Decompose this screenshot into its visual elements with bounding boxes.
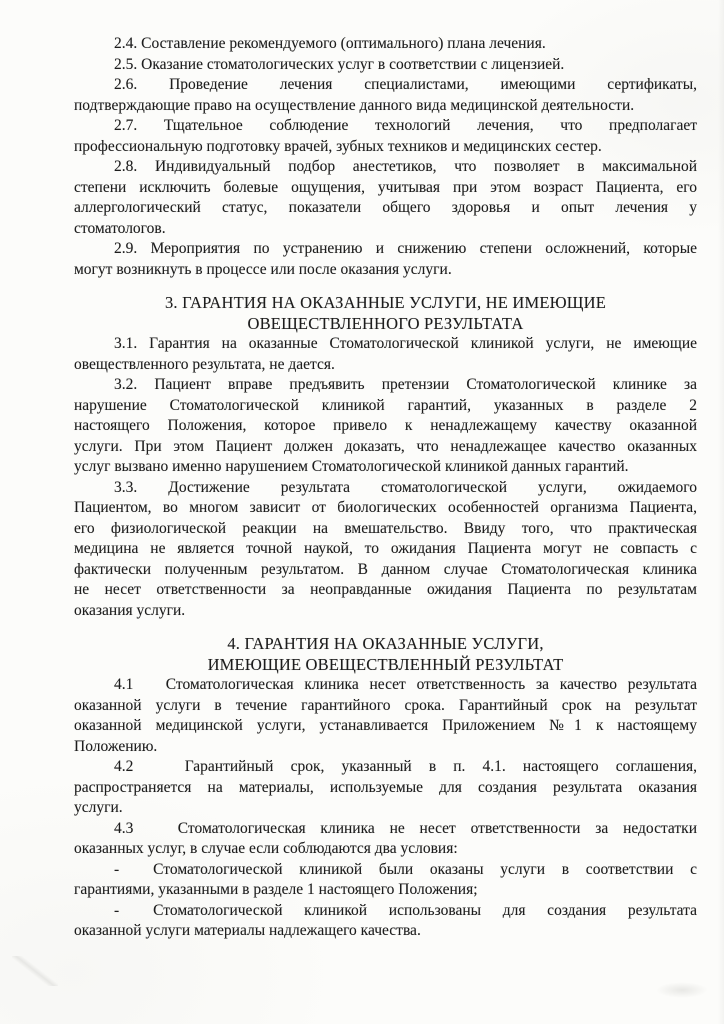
text-line: фактически полученным результатом. В данном случае Стоматологическая клиника xyxy=(74,560,697,578)
text-line: могут возникнуть в процессе или после оказания услуги. xyxy=(74,260,452,278)
scan-artifact-bottom-left xyxy=(12,956,58,986)
section-heading xyxy=(74,634,697,675)
heading-line: ИМЕЮЩИЕ ОВЕЩЕСТВЛЕННЫЙ РЕЗУЛЬТАТ xyxy=(207,654,564,674)
scan-edge-shadow xyxy=(718,0,724,1024)
text-line: овеществленного результата, не дается. xyxy=(74,355,335,373)
paragraph xyxy=(74,116,697,157)
heading-line: 3. ГАРАНТИЯ НА ОКАЗАННЫЕ УСЛУГИ, НЕ ИМЕЮЩИЕ xyxy=(164,293,606,312)
text-line: гарантиями, указанными в разделе 1 настоящего Положения; xyxy=(74,881,478,898)
text-line: 4.3 Стоматологическая клиника не несет ответственности за недостатки xyxy=(114,819,697,837)
text-line: Пациентом, во многом зависит от биологических особенностей организма Пациента, xyxy=(74,499,697,516)
text-line: 3.2. Пациент вправе предъявить претензии Стоматологической клинике за xyxy=(114,376,697,393)
text-line: нарушение Стоматологической клиникой гарантий, указанных в разделе 2 xyxy=(74,396,697,414)
text-line: его физиологической реакции на вмешательство. Ввиду того, что практическая xyxy=(74,519,697,537)
text-line: 2.8. Индивидуальный подбор анестетиков, что позволяет в максимальной xyxy=(114,158,697,175)
text-line: медицина не является точной наукой, то ожидания Пациента могут не совпасть с xyxy=(74,540,697,557)
text-line: подтверждающие право на осуществление данного вида медицинской деятельности. xyxy=(74,96,635,114)
text-line: оказанной услуги в течение гарантийного срока. Гарантийный срок на результат xyxy=(74,696,697,714)
text-line: 4.1 Стоматологическая клиника несет ответственность за качество результата xyxy=(114,676,697,693)
text-line: услуги. При этом Пациент должен доказать, что ненадлежащее качество оказанных xyxy=(74,437,697,455)
text-line: - Стоматологической клиникой использованы для создания результата xyxy=(114,901,697,919)
paragraph xyxy=(74,675,697,757)
text-line: - Стоматологической клиникой были оказаны услуги в соответствии с xyxy=(114,860,697,878)
text-line: аллергологический статус, показатели общего здоровья и опыт лечения у xyxy=(74,199,697,216)
text-line: 2.7. Тщательное соблюдение технологий лечения, что предполагает xyxy=(114,117,697,134)
text-line: 2.4. Составление рекомендуемого (оптимального) плана лечения. xyxy=(114,35,546,52)
heading-line: 4. ГАРАНТИЯ НА ОКАЗАННЫЕ УСЛУГИ, xyxy=(227,634,544,653)
text-line: 3.3. Достижение результата стоматологической услуги, ожидаемого xyxy=(114,478,697,496)
text-line: профессиональную подготовку врачей, зубных техников и медицинских сестер. xyxy=(74,137,602,155)
document-text xyxy=(74,34,697,942)
text-line: степени исключить болевые ощущения, учитывая при этом возраст Пациента, его xyxy=(74,178,697,196)
paragraph xyxy=(74,239,697,280)
paragraph xyxy=(74,478,697,622)
text-line: 4.2 Гарантийный срок, указанный в п. 4.1. настоящего соглашения, xyxy=(114,758,697,775)
text-line: услуг вызвано именно нарушением Стоматологической клиникой данных гарантий. xyxy=(74,458,629,475)
scan-artifact-bottom-right xyxy=(656,982,708,998)
paragraph xyxy=(74,55,697,76)
paragraph xyxy=(74,901,697,942)
text-line: Положению. xyxy=(74,737,158,755)
text-line: оказания услуги. xyxy=(74,601,186,619)
heading-line: ОВЕЩЕСТВЛЕННОГО РЕЗУЛЬТАТА xyxy=(247,313,524,333)
text-line: не несет ответственности за неоправданные ожидания Пациента по результатам xyxy=(74,581,697,598)
paragraph xyxy=(74,757,697,819)
text-line: услуги. xyxy=(74,799,123,816)
text-line: 2.5. Оказание стоматологических услуг в соответствии с лицензией. xyxy=(114,55,565,73)
text-line: оказанной услуги материалы надлежащего качества. xyxy=(74,922,421,939)
text-line: распространяется на материалы, используемые для создания результата оказания xyxy=(74,778,697,796)
text-line: 2.6. Проведение лечения специалистами, имеющими сертификаты, xyxy=(114,76,697,93)
paragraph xyxy=(74,75,697,116)
list-dash: - xyxy=(114,860,120,878)
paragraph xyxy=(74,34,697,55)
paragraph xyxy=(74,157,697,239)
paragraph xyxy=(74,860,697,901)
list-dash: - xyxy=(114,901,120,919)
paragraph xyxy=(74,334,697,375)
text-line: оказанных услуг, в случае если соблюдаются два условия: xyxy=(74,840,458,857)
paragraph xyxy=(74,819,697,860)
text-line: настоящего Положения, которое привело к ненадлежащему качеству оказанной xyxy=(74,417,697,434)
text-line: 3.1. Гарантия на оказанные Стоматологической клиникой услуги, не имеющие xyxy=(114,335,697,352)
text-line: стоматологов. xyxy=(74,219,166,237)
section-heading xyxy=(74,293,697,334)
paragraph xyxy=(74,375,697,478)
text-line: оказанной медицинской услуги, устанавливается Приложением №1 к настоящему xyxy=(74,717,697,734)
text-line: 2.9. Мероприятия по устранению и снижению степени осложнений, которые xyxy=(114,240,697,257)
